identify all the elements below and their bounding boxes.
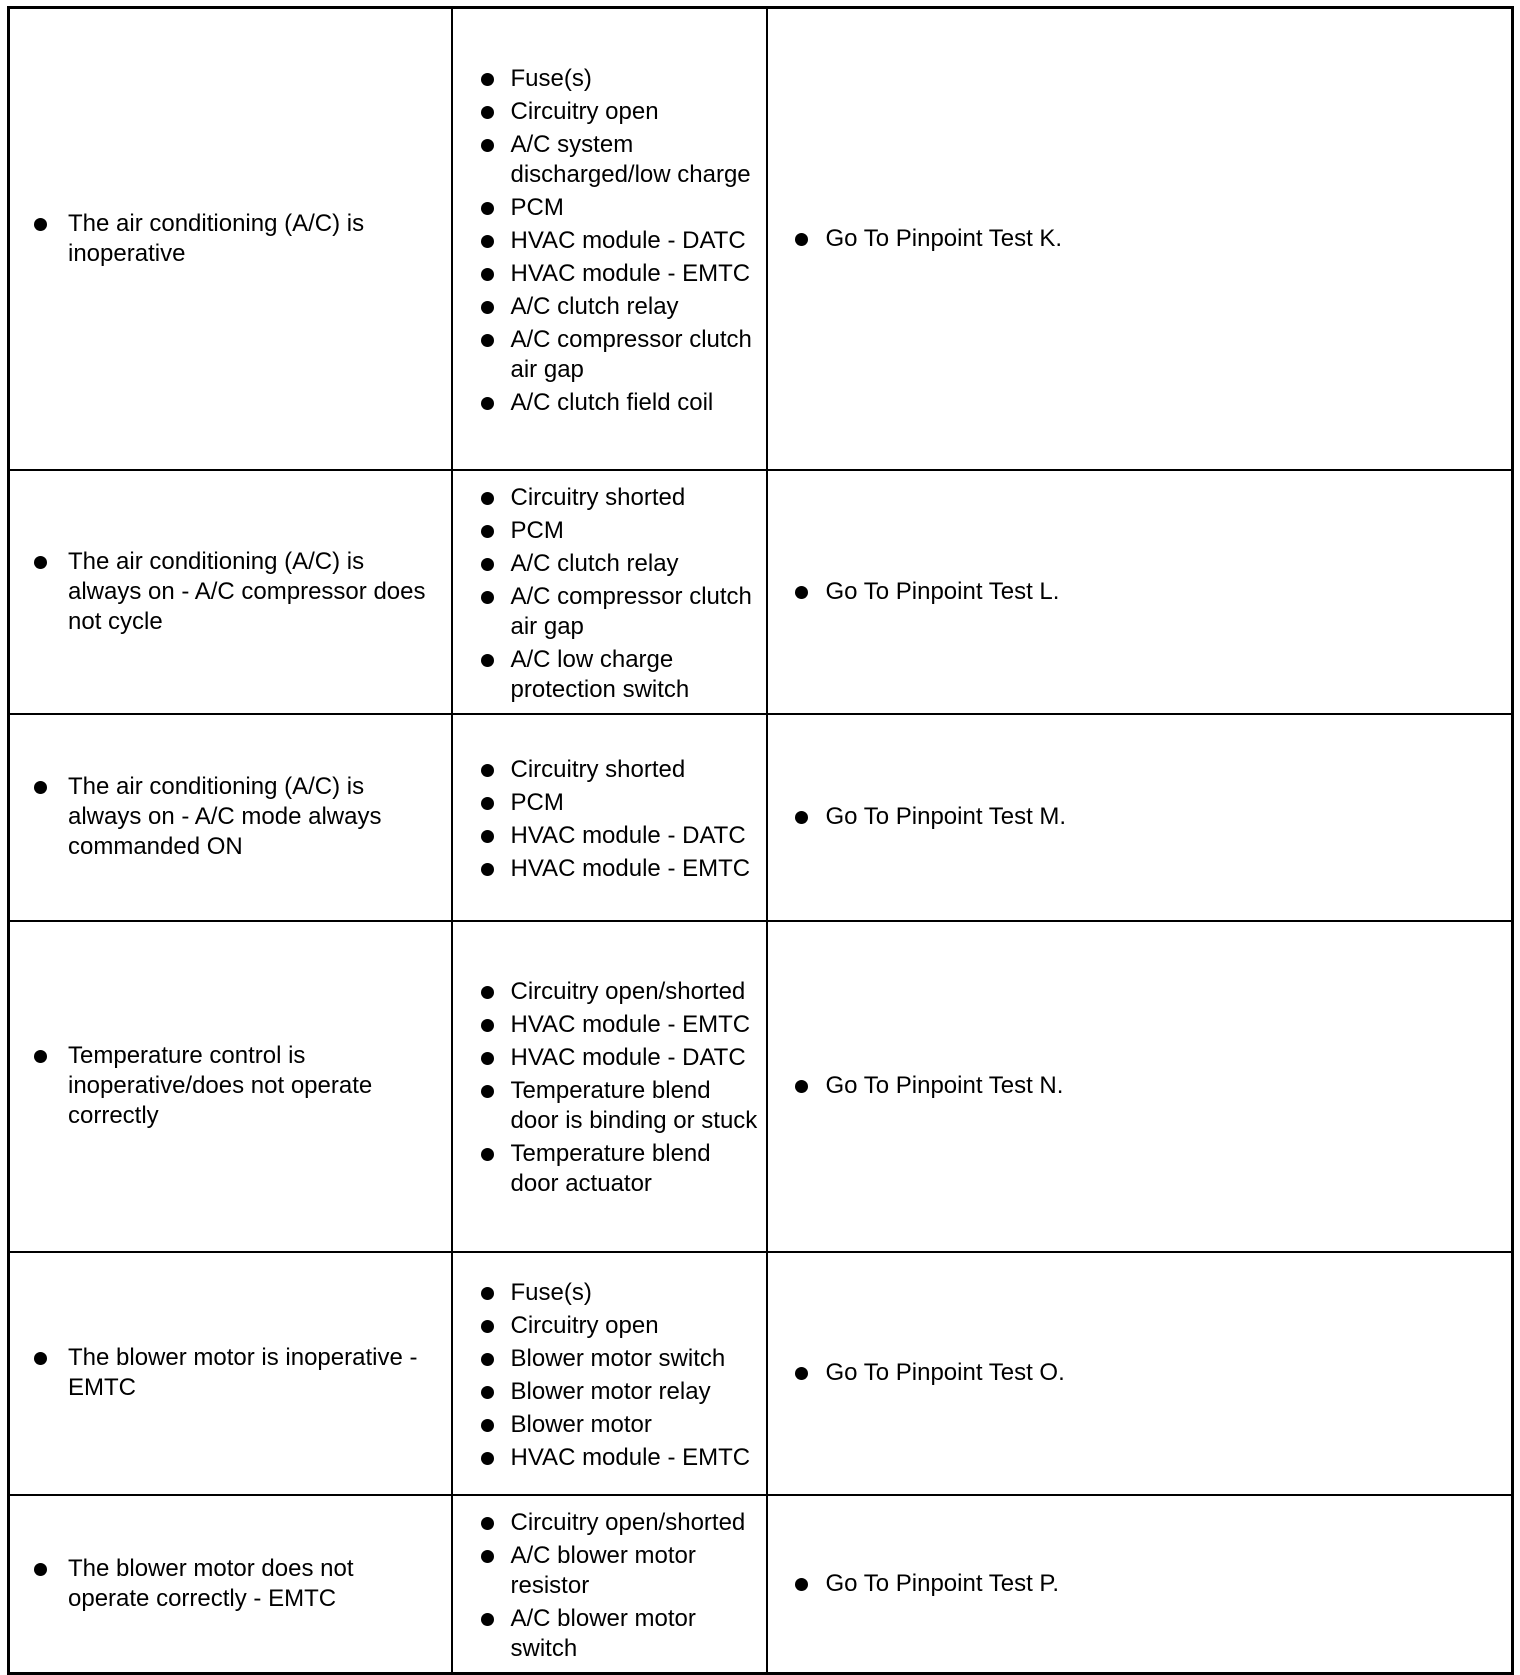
possible-sources-cell — [452, 714, 767, 921]
symptom-cell — [9, 1495, 452, 1674]
source-item: HVAC module - EMTC — [511, 1443, 760, 1473]
action-cell — [767, 921, 1513, 1252]
symptom-text: Temperature control is inoperative/does not operate correctly — [68, 1041, 441, 1131]
source-item: A/C clutch relay — [511, 292, 760, 322]
symptom-cell — [9, 714, 452, 921]
source-item: A/C system discharged/low charge — [511, 130, 760, 190]
table-row — [9, 921, 1513, 1252]
symptom-cell — [9, 1252, 452, 1495]
source-item: Circuitry open/shorted — [511, 1508, 760, 1538]
table-row — [9, 470, 1513, 714]
source-item: A/C blower motor resistor — [511, 1541, 760, 1601]
symptom-cell — [9, 470, 452, 714]
source-item: Circuitry open — [511, 1311, 760, 1341]
symptom-cell — [9, 8, 452, 470]
source-item: HVAC module - EMTC — [511, 854, 760, 884]
possible-sources-cell — [452, 470, 767, 714]
table-row — [9, 714, 1513, 921]
possible-sources-cell — [452, 1252, 767, 1495]
action-text: Go To Pinpoint Test O. — [826, 1358, 1512, 1388]
symptom-cell — [9, 921, 452, 1252]
source-item: Circuitry shorted — [511, 755, 760, 785]
source-item: PCM — [511, 193, 760, 223]
action-text: Go To Pinpoint Test K. — [826, 224, 1512, 254]
action-cell — [767, 1252, 1513, 1495]
source-item: A/C clutch relay — [511, 549, 760, 579]
source-item: A/C compressor clutch air gap — [511, 582, 760, 642]
source-item: HVAC module - DATC — [511, 821, 760, 851]
symptom-table — [7, 6, 1514, 1675]
action-cell — [767, 1495, 1513, 1674]
source-item: Temperature blend door is binding or stuck — [511, 1076, 760, 1136]
action-cell — [767, 714, 1513, 921]
source-item: PCM — [511, 516, 760, 546]
source-item: PCM — [511, 788, 760, 818]
possible-sources-cell — [452, 8, 767, 470]
action-cell — [767, 470, 1513, 714]
source-item: Blower motor relay — [511, 1377, 760, 1407]
possible-sources-cell — [452, 921, 767, 1252]
action-cell — [767, 8, 1513, 470]
possible-sources-cell — [452, 1495, 767, 1674]
symptom-text: The air conditioning (A/C) is inoperative — [68, 209, 441, 269]
source-item: A/C clutch field coil — [511, 388, 760, 418]
source-item: Circuitry shorted — [511, 483, 760, 513]
source-item: A/C blower motor switch — [511, 1604, 760, 1664]
table-row — [9, 8, 1513, 470]
table-row — [9, 1252, 1513, 1495]
source-item: HVAC module - DATC — [511, 1043, 760, 1073]
source-item: Blower motor switch — [511, 1344, 760, 1374]
symptom-chart — [7, 6, 1514, 1675]
source-item: Blower motor — [511, 1410, 760, 1440]
action-text: Go To Pinpoint Test M. — [826, 802, 1512, 832]
action-text: Go To Pinpoint Test L. — [826, 577, 1512, 607]
source-item: HVAC module - DATC — [511, 226, 760, 256]
symptom-text: The blower motor does not operate correctly - EMTC — [68, 1554, 441, 1614]
source-item: Temperature blend door actuator — [511, 1139, 760, 1199]
source-item: HVAC module - EMTC — [511, 1010, 760, 1040]
table-row — [9, 1495, 1513, 1674]
source-item: A/C compressor clutch air gap — [511, 325, 760, 385]
source-item: Fuse(s) — [511, 1278, 760, 1308]
symptom-text: The air conditioning (A/C) is always on - A/C mode always commanded ON — [68, 772, 441, 862]
symptom-text: The air conditioning (A/C) is always on - A/C compressor does not cycle — [68, 547, 441, 637]
source-item: Fuse(s) — [511, 64, 760, 94]
source-item: Circuitry open/shorted — [511, 977, 760, 1007]
symptom-text: The blower motor is inoperative - EMTC — [68, 1343, 441, 1403]
action-text: Go To Pinpoint Test P. — [826, 1569, 1512, 1599]
action-text: Go To Pinpoint Test N. — [826, 1071, 1512, 1101]
source-item: HVAC module - EMTC — [511, 259, 760, 289]
source-item: Circuitry open — [511, 97, 760, 127]
source-item: A/C low charge protection switch — [511, 645, 760, 705]
